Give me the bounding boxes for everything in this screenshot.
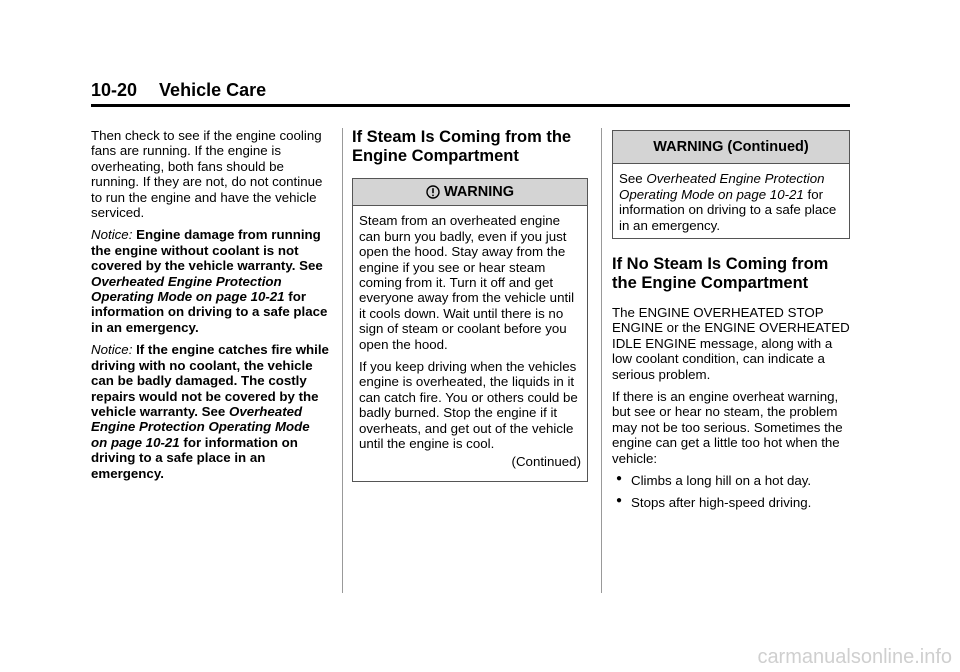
list-item-text: Stops after high-speed driving. [631,494,812,510]
notice-fire [91,342,329,481]
paragraph-fans: Then check to see if the engine cooling fans are running. If the engine is overheating, both fans should be running. If they are not, do not continue to run the engine and have the vehicle serviced. [91,128,323,221]
paragraph-overheat-warning: If there is an engine overheat warning, but see or hear no steam, the problem may not be too serious. Sometimes the engine can get a little too hot when the vehicle: [612,389,843,466]
section-heading-steam: If Steam Is Coming from the Engine Compartment [352,128,572,165]
page-number: 10-20 [91,80,138,100]
watermark: carmanualsonline.info [757,646,952,668]
column-3 [612,130,850,516]
notice-text: Engine damage from running the engine without coolant is not covered by the vehicle warranty. See [91,227,323,274]
warning-continued-title: WARNING (Continued) [613,131,849,164]
column-divider-1 [342,128,343,593]
warning-continued-box [612,130,850,239]
warning-continued-text [619,171,843,233]
warning-continued-body [613,164,849,238]
notice-reference-link[interactable]: Overheated Engine Protection Operating Mode on page 10-21 [91,273,285,305]
warning-box [352,178,588,482]
notice-coolant [91,227,329,335]
list-item-text: Climbs a long hill on a hot day. [631,473,812,489]
continued-label: (Continued) [511,453,581,469]
notice-label: Notice: [91,227,133,243]
paragraph-message: The ENGINE OVERHEATED STOP ENGINE or the ENGINE OVERHEATED IDLE ENGINE message, along with a low coolant condition, can indicate a serious problem. [612,305,850,382]
bullet-icon: ● [616,494,623,506]
warning-continued-rest: for information on driving to a safe place in an emergency. [619,186,837,233]
see-text: See [619,171,643,187]
bullet-icon: ● [616,473,623,485]
notice-text-end: for information on driving to a safe place in an emergency. [91,434,298,481]
section-title: Vehicle Care [159,80,267,100]
warning-icon [426,185,440,199]
warning-title: WARNING [443,184,515,200]
conditions-list [612,473,850,510]
section-heading-no-steam: If No Steam Is Coming from the Engine Compartment [612,255,829,293]
notice-label: Notice: [91,342,133,358]
list-item [612,473,850,488]
warning-paragraph-steam: Steam from an overheated engine can burn you badly, even if you just open the hood. Stay away from the engine if you see or hear steam coming from it. Turn it off and get everyone away from the vehicle until it cools down. Wait until there is no sign of steam or coolant before you open the hood. [359,213,575,352]
warning-body [353,206,587,481]
column-divider-2 [601,128,602,593]
warning-paragraph-fire: If you keep driving when the vehicles engine is overheated, the liquids in it can catch fire. You or others could be badly burned. Stop the engine if it overheats, and get out of the vehicle until the engine is cool. [359,359,578,452]
warning-title-bar [353,179,587,206]
notice-text: If the engine catches fire while driving with no coolant, the vehicle can be badly damaged. The costly repairs would not be covered by the vehicle warranty. See [91,342,329,419]
page-header [91,80,266,101]
column-2 [352,128,588,482]
notice-text-end: for information on driving to a safe place in an emergency. [91,289,328,335]
header-rule [91,104,850,107]
warning-reference-link[interactable]: Overheated Engine Protection Operating Mode on page 10-21 [619,171,825,202]
list-item [612,495,850,510]
notice-reference-link[interactable]: Overheated Engine Protection Operating Mode on page 10-21 [91,403,310,450]
column-1 [91,128,329,488]
